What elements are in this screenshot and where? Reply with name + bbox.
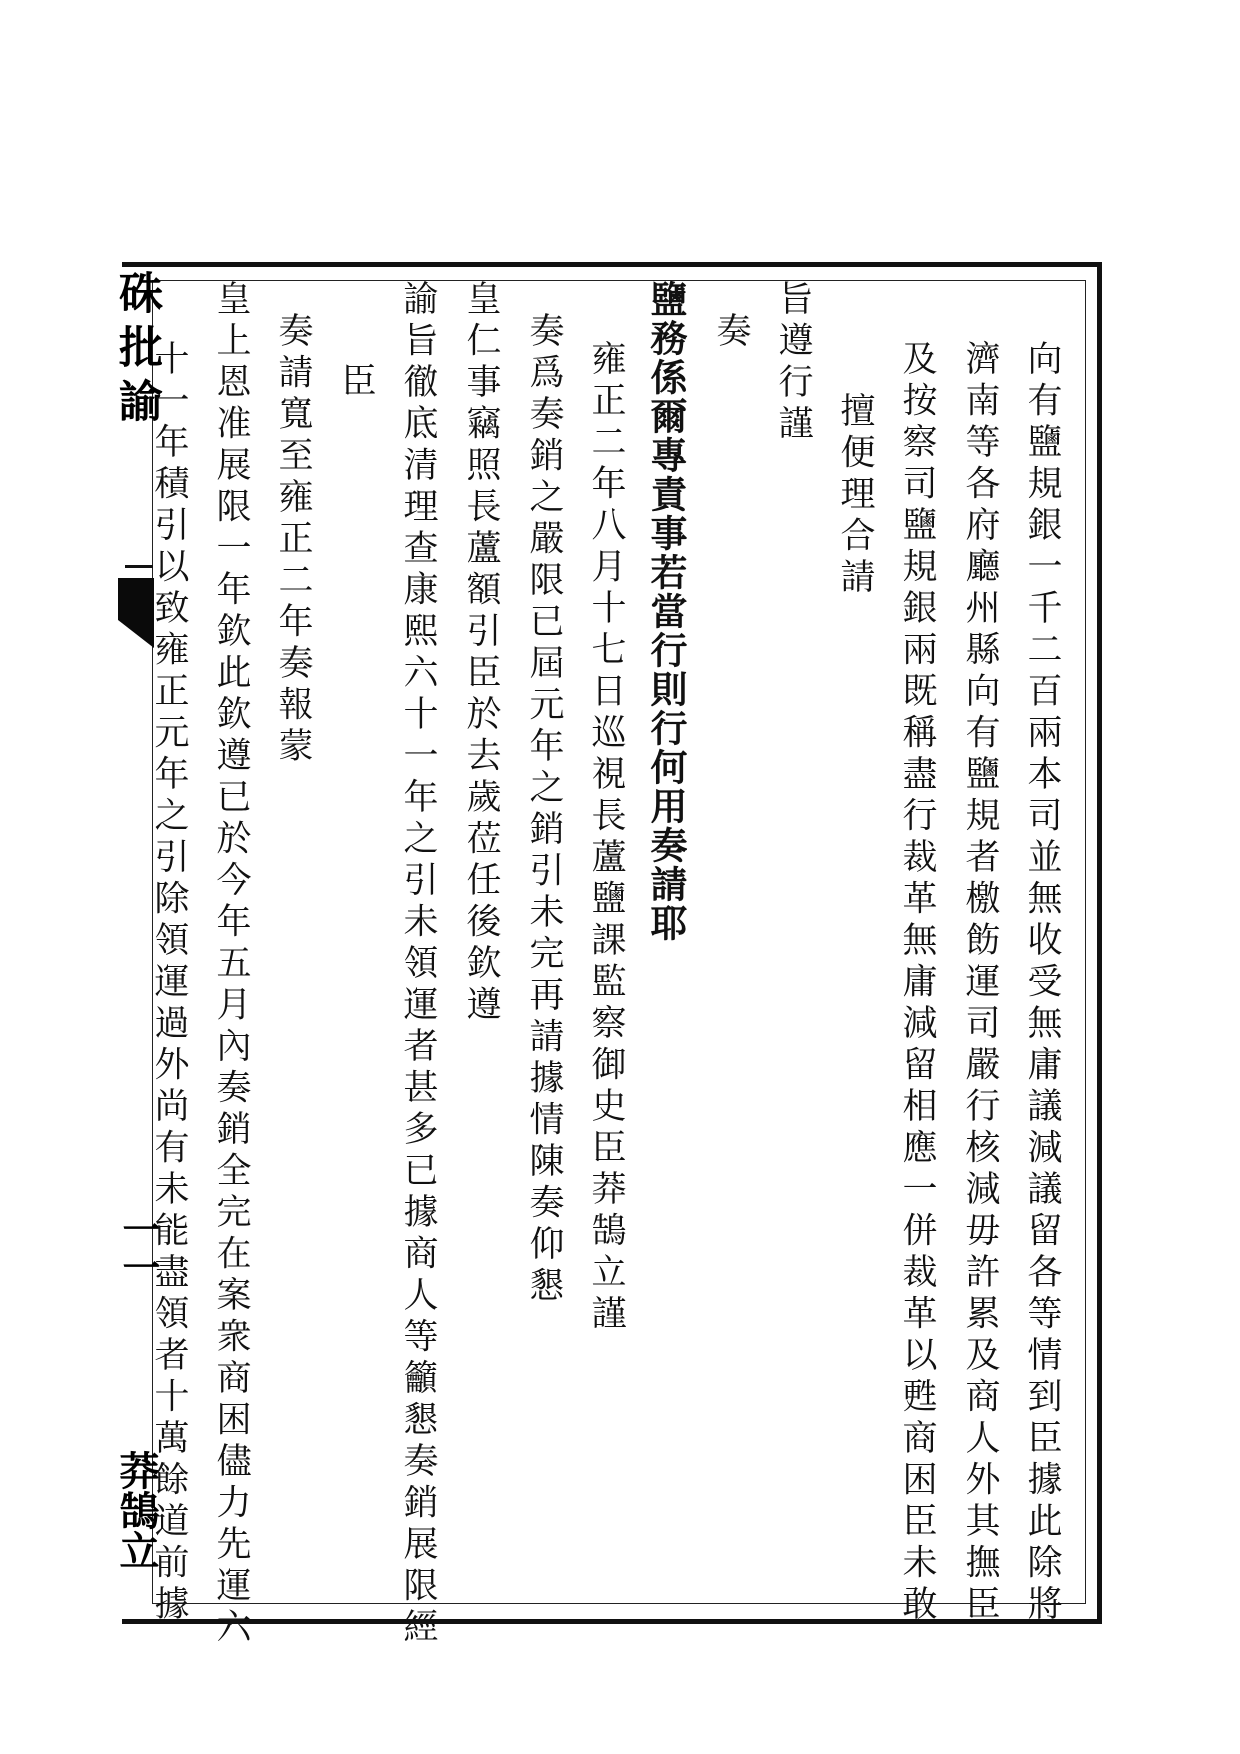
text-column-13: 奏請寬至雍正二年奏報蒙 <box>273 312 313 769</box>
text-column-2: 濟南等各府廳州縣向有鹽規者檄飭運司嚴行核減毋許累及商人外其撫臣 <box>960 340 1000 1627</box>
text-column-1: 向有鹽規銀一千二百兩本司並無收受無庸議減議留各等情到臣據此除將 <box>1022 340 1062 1627</box>
text-column-6: 奏 <box>711 312 751 354</box>
margin-title: 硃批諭 <box>111 270 162 432</box>
text-column-3: 及按察司鹽規銀兩既稱盡行裁革無庸減留相應一併裁革以甦商困臣未敢 <box>897 340 937 1627</box>
text-column-15: 十一年積引以致雍正元年之引除領運過外尚有未能盡領者十萬餘道前據 <box>149 340 189 1627</box>
text-column-10: 皇仁事竊照長蘆額引臣於去歲莅任後欽遵 <box>461 280 501 1027</box>
text-column-4: 擅便理合請 <box>835 392 875 600</box>
text-column-5: 旨遵行謹 <box>773 280 813 446</box>
margin-author: 莽鵠立 <box>113 1450 160 1570</box>
text-column-9: 奏爲奏銷之嚴限已屆元年之銷引未完再請據情陳奏仰懇 <box>524 312 564 1308</box>
text-column-11: 諭旨徹底清理查康熙六十一年之引未領運者甚多已據商人等籲懇奏銷展限經 <box>398 280 438 1650</box>
text-column-14: 皇上恩准展限一年欽此欽遵已於今年五月內奏銷全完在案衆商困儘力先運六 <box>211 280 251 1650</box>
imperial-rescript: 鹽務係爾專責事若當行則行何用奏請耶 <box>644 280 688 943</box>
text-column-8: 雍正二年八月十七日巡視長蘆鹽課監察御史臣莽鵠立謹 <box>586 340 626 1336</box>
page-number: 一一 <box>116 1210 161 1286</box>
text-column-12: 臣 <box>336 362 376 404</box>
